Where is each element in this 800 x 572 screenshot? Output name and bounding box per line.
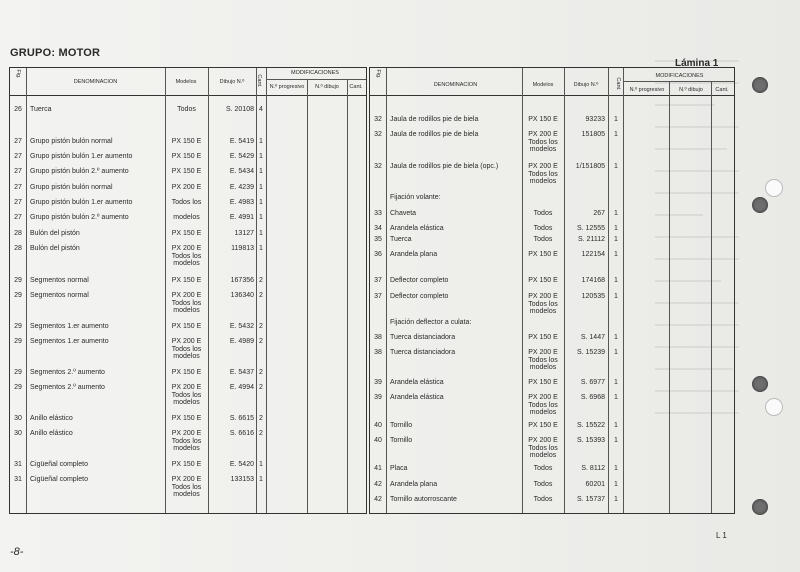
row-denominacion: Fijación volante: (390, 194, 441, 201)
row-cant: 1 (259, 476, 263, 483)
row-cant: 1 (259, 230, 263, 237)
row-cant: 2 (259, 415, 263, 422)
row-modelos: PX 150 E (171, 461, 202, 468)
row-denominacion: Deflector completo (390, 277, 449, 284)
row-modelos: PX 200 E Todos los modelos (171, 292, 202, 314)
header-modificaciones: MODIFICACIONES (655, 73, 704, 79)
row-cant: 2 (259, 369, 263, 376)
group-title: GRUPO: MOTOR (10, 47, 101, 59)
row-denominacion: Tornillo autorroscante (390, 496, 457, 503)
row-cant: 1 (614, 422, 618, 429)
row-dibujo: E. 5420 (229, 461, 254, 468)
row-modelos: Todos (177, 106, 196, 113)
row-cant: 4 (259, 106, 263, 113)
row-fig: 26 (14, 106, 22, 113)
header-fig: Fig. (15, 69, 21, 79)
row-cant: 2 (259, 292, 263, 299)
row-fig: 28 (14, 230, 22, 237)
row-fig: 37 (374, 277, 382, 284)
row-dibujo: 60201 (585, 481, 605, 488)
row-denominacion: Jaula de rodillos pie de biela (390, 116, 479, 123)
header-dibujo: Dibujo N.º (573, 82, 599, 88)
header-denominacion: DENOMINACION (73, 79, 118, 85)
footer-code: L 1 (716, 531, 727, 540)
row-cant: 1 (259, 245, 263, 252)
row-dibujo: S. 6616 (229, 430, 254, 437)
row-denominacion: Grupo pistón bulón 1.er aumento (30, 199, 133, 206)
row-denominacion: Chaveta (390, 210, 417, 217)
row-denominacion: Cigüeñal completo (30, 476, 88, 483)
row-modelos: Todos (533, 496, 553, 503)
row-denominacion: Segmentos 1.er aumento (30, 338, 109, 345)
row-modelos: PX 200 E Todos los modelos (171, 430, 202, 452)
row-fig: 39 (374, 394, 382, 401)
row-cant: 1 (259, 461, 263, 468)
row-fig: 37 (374, 293, 382, 300)
row-modelos: Todos (533, 210, 553, 217)
row-modelos: PX 150 E (171, 153, 202, 160)
row-fig: 35 (374, 236, 382, 243)
row-modelos: PX 200 E Todos los modelos (528, 437, 558, 459)
row-modelos: PX 150 E (171, 277, 202, 284)
row-denominacion: Deflector completo (390, 293, 449, 300)
row-dibujo: E. 5434 (229, 168, 254, 175)
row-fig: 30 (14, 415, 22, 422)
row-cant: 1 (614, 210, 618, 217)
row-denominacion: Tuerca distanciadora (390, 334, 456, 341)
row-fig: 28 (14, 245, 22, 252)
row-cant: 1 (259, 199, 263, 206)
row-dibujo: S. 1447 (580, 334, 605, 341)
row-modelos: PX 150 E (171, 138, 202, 145)
row-cant: 1 (259, 138, 263, 145)
row-denominacion: Segmentos 2.º aumento (30, 369, 105, 376)
row-denominacion: Segmentos 1.er aumento (30, 323, 109, 330)
row-modelos: modelos (173, 214, 200, 221)
row-modelos: PX 200 E (171, 184, 202, 191)
row-dibujo: E. 4994 (229, 384, 254, 391)
header-modelos: Modelos (532, 82, 554, 88)
row-cant: 1 (614, 394, 618, 401)
row-fig: 41 (374, 465, 382, 472)
row-denominacion: Jaula de rodillos pie de biela (390, 131, 479, 138)
row-dibujo: E. 5437 (229, 369, 254, 376)
row-cant: 1 (614, 131, 618, 138)
row-cant: 1 (614, 293, 618, 300)
row-denominacion: Grupo pistón bulón normal (30, 138, 113, 145)
row-dibujo: S. 15522 (576, 422, 605, 429)
row-modelos: PX 150 E (528, 251, 558, 258)
row-cant: 1 (614, 236, 618, 243)
row-fig: 27 (14, 138, 22, 145)
row-modelos: PX 150 E (171, 323, 202, 330)
row-fig: 29 (14, 277, 22, 284)
row-fig: 30 (14, 430, 22, 437)
row-denominacion: Arandela plana (390, 481, 438, 488)
header-n-dibujo: N.º dibujo (679, 87, 703, 93)
row-denominacion: Segmentos 2.º aumento (30, 384, 105, 391)
row-fig: 31 (14, 476, 22, 483)
row-dibujo: S. 12555 (576, 225, 605, 232)
row-dibujo: E. 4991 (229, 214, 254, 221)
row-cant: 1 (259, 214, 263, 221)
row-modelos: PX 150 E (528, 334, 558, 341)
row-dibujo: 119813 (231, 245, 254, 252)
row-dibujo: 267 (593, 210, 605, 217)
row-modelos: PX 200 E Todos los modelos (528, 293, 558, 315)
row-modelos: PX 200 E Todos los modelos (171, 384, 202, 406)
row-dibujo: 120535 (581, 293, 605, 300)
row-cant: 1 (614, 251, 618, 258)
row-dibujo: S. 15393 (576, 437, 605, 444)
row-fig: 38 (374, 334, 382, 341)
row-cant: 2 (259, 338, 263, 345)
row-modelos: PX 150 E (528, 277, 558, 284)
row-modelos: Todos los (171, 199, 202, 206)
row-modelos: PX 200 E Todos los modelos (528, 131, 558, 153)
row-modelos: PX 150 E (171, 415, 202, 422)
row-dibujo: E. 5432 (229, 323, 254, 330)
row-modelos: PX 200 E Todos los modelos (528, 163, 558, 185)
row-cant: 2 (259, 384, 263, 391)
row-cant: 1 (259, 168, 263, 175)
row-cant: 1 (614, 437, 618, 444)
row-dibujo: E. 4983 (229, 199, 254, 206)
row-fig: 29 (14, 292, 22, 299)
row-denominacion: Anillo elástico (30, 430, 73, 437)
row-dibujo: S. 20108 (225, 106, 254, 113)
row-cant: 1 (259, 153, 263, 160)
row-fig: 29 (14, 338, 22, 345)
row-denominacion: Grupo pistón bulón normal (30, 184, 113, 191)
header-modelos: Modelos (175, 79, 197, 85)
row-denominacion: Placa (390, 465, 408, 472)
row-dibujo: S. 6968 (580, 394, 605, 401)
table-header (370, 68, 734, 96)
table-header (10, 68, 366, 96)
row-modelos: Todos (533, 236, 553, 243)
row-fig: 27 (14, 168, 22, 175)
row-dibujo: 133153 (230, 476, 254, 483)
row-modelos: PX 150 E (171, 230, 202, 237)
row-modelos: PX 150 E (171, 168, 202, 175)
row-denominacion: Tornillo (390, 437, 413, 444)
row-dibujo: E. 4989 (229, 338, 254, 345)
row-denominacion: Tuerca distanciadora (390, 349, 456, 356)
row-fig: 42 (374, 481, 382, 488)
row-modelos: PX 150 E (528, 379, 558, 386)
header-denominacion: DENOMINACION (433, 82, 478, 88)
header-n-progresivo: N.º progresivo (629, 87, 665, 93)
row-dibujo: 151805 (581, 131, 605, 138)
row-denominacion: Tuerca (30, 106, 52, 113)
row-dibujo: S. 15737 (576, 496, 605, 503)
row-dibujo: S. 6977 (580, 379, 605, 386)
row-cant: 2 (259, 430, 263, 437)
row-modelos: PX 200 E Todos los modelos (171, 245, 202, 267)
row-dibujo: E. 5419 (229, 138, 254, 145)
row-cant: 1 (614, 465, 618, 472)
row-denominacion: Grupo pistón bulón 2.º aumento (30, 214, 129, 221)
row-dibujo: S. 15239 (576, 349, 605, 356)
header-cant-mod: Cant. (715, 87, 729, 93)
row-dibujo: 167356 (230, 277, 254, 284)
row-denominacion: Grupo pistón bulón 2.º aumento (30, 168, 129, 175)
row-fig: 27 (14, 214, 22, 221)
row-denominacion: Fijación deflector a culata: (390, 319, 472, 326)
row-denominacion: Jaula de rodillos pie de biela (opc.) (390, 163, 499, 170)
row-denominacion: Bulón del pistón (30, 230, 80, 237)
row-fig: 27 (14, 184, 22, 191)
header-dibujo: Dibujo N.º (219, 79, 245, 85)
row-modelos: PX 200 E Todos los modelos (528, 349, 558, 371)
row-fig: 33 (374, 210, 382, 217)
row-fig: 40 (374, 437, 382, 444)
row-denominacion: Arandela elástica (390, 225, 444, 232)
row-modelos: PX 150 E (528, 116, 558, 123)
parts-table-left (9, 67, 367, 514)
row-modelos: Todos (533, 465, 553, 472)
header-modificaciones: MODIFICACIONES (291, 70, 339, 76)
row-fig: 27 (14, 199, 22, 206)
row-dibujo: E. 4239 (229, 184, 254, 191)
header-cant: Cant. (256, 74, 262, 88)
row-modelos: PX 150 E (171, 369, 202, 376)
header-n-dibujo: N.º dibujo (315, 84, 339, 90)
header-fig: Fig. (375, 69, 381, 79)
row-denominacion: Arandela elástica (390, 394, 444, 401)
binder-hole-white (765, 398, 783, 416)
row-modelos: Todos (533, 481, 553, 488)
row-cant: 1 (614, 496, 618, 503)
row-fig: 29 (14, 384, 22, 391)
row-fig: 32 (374, 116, 382, 123)
row-fig: 38 (374, 349, 382, 356)
row-fig: 34 (374, 225, 382, 232)
row-cant: 1 (614, 277, 618, 284)
row-fig: 29 (14, 323, 22, 330)
row-modelos: PX 200 E Todos los modelos (528, 394, 558, 416)
row-fig: 39 (374, 379, 382, 386)
header-n-progresivo: N.º progresivo (269, 84, 305, 90)
row-cant: 2 (259, 323, 263, 330)
row-cant: 1 (614, 334, 618, 341)
row-denominacion: Tornillo (390, 422, 413, 429)
page-number: -8- (10, 546, 24, 558)
row-denominacion: Grupo pistón bulón 1.er aumento (30, 153, 133, 160)
row-modelos: PX 200 E Todos los modelos (171, 338, 202, 360)
row-denominacion: Bulón del pistón (30, 245, 80, 252)
row-modelos: PX 200 E Todos los modelos (171, 476, 202, 498)
row-fig: 32 (374, 131, 382, 138)
row-fig: 27 (14, 153, 22, 160)
row-cant: 1 (614, 116, 618, 123)
row-cant: 1 (259, 184, 263, 191)
row-dibujo: 1/151805 (575, 163, 605, 170)
row-fig: 40 (374, 422, 382, 429)
row-denominacion: Cigüeñal completo (30, 461, 88, 468)
row-denominacion: Tuerca (390, 236, 412, 243)
binder-hole (752, 77, 768, 93)
row-dibujo: E. 5429 (229, 153, 254, 160)
row-dibujo: 93233 (585, 116, 605, 123)
row-modelos: PX 150 E (528, 422, 558, 429)
header-cant: Cant. (615, 77, 621, 91)
row-cant: 1 (614, 379, 618, 386)
row-fig: 42 (374, 496, 382, 503)
row-denominacion: Segmentos normal (30, 277, 89, 284)
binder-hole (752, 197, 768, 213)
row-cant: 1 (614, 349, 618, 356)
row-denominacion: Segmentos normal (30, 292, 89, 299)
row-denominacion: Arandela elástica (390, 379, 444, 386)
row-modelos: Todos (533, 225, 553, 232)
row-dibujo: S. 8112 (581, 465, 605, 472)
row-dibujo: S. 6615 (229, 415, 254, 422)
row-denominacion: Anillo elástico (30, 415, 73, 422)
row-dibujo: 174168 (581, 277, 605, 284)
header-cant-mod: Cant. (349, 84, 363, 90)
lamina-label: Lámina 1 (675, 58, 719, 69)
row-dibujo: S. 21112 (578, 236, 605, 243)
row-cant: 1 (614, 481, 618, 488)
binder-hole (752, 499, 768, 515)
row-fig: 31 (14, 461, 22, 468)
parts-table-right (369, 67, 735, 514)
row-cant: 2 (259, 277, 263, 284)
row-fig: 32 (374, 163, 382, 170)
row-fig: 29 (14, 369, 22, 376)
row-dibujo: 13127 (234, 230, 254, 237)
row-fig: 36 (374, 251, 382, 258)
binder-hole-white (765, 179, 783, 197)
binder-hole (752, 376, 768, 392)
row-denominacion: Arandela plana (390, 251, 438, 258)
row-dibujo: 122154 (581, 251, 605, 258)
row-cant: 1 (614, 225, 618, 232)
row-cant: 1 (614, 163, 618, 170)
row-dibujo: 136340 (230, 292, 254, 299)
